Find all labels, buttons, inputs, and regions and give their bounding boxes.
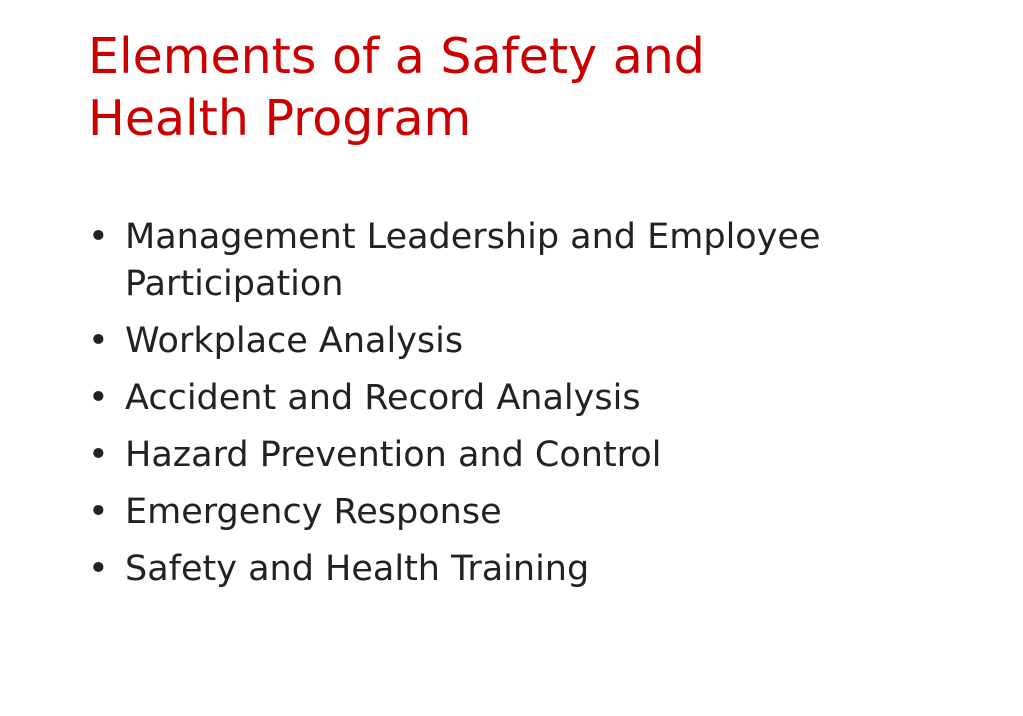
bullet-item: [88, 214, 988, 308]
slide-title-line-1: Elements of a Safety and: [88, 28, 705, 85]
bullet-item: [88, 375, 988, 422]
bullet-text: Emergency Response: [125, 492, 502, 532]
bullet-item: [88, 432, 988, 479]
bullet-text: Hazard Prevention and Control: [125, 435, 662, 475]
bullet-item: [88, 546, 988, 593]
slide-title: [88, 26, 988, 150]
bullet-icon: •: [88, 549, 109, 589]
bullet-icon: •: [88, 492, 109, 532]
bullet-text: Workplace Analysis: [125, 321, 464, 361]
bullet-text: Safety and Health Training: [125, 549, 590, 589]
bullet-list: [88, 214, 988, 603]
bullet-text: Accident and Record Analysis: [125, 378, 641, 418]
bullet-icon: •: [88, 378, 109, 418]
bullet-icon: •: [88, 321, 109, 361]
bullet-item: [88, 318, 988, 365]
bullet-text: Management Leadership and Employee Participation: [125, 217, 821, 304]
bullet-icon: •: [88, 217, 109, 257]
slide-title-line-2: Health Program: [88, 90, 472, 147]
bullet-icon: •: [88, 435, 109, 475]
bullet-item: [88, 489, 988, 536]
